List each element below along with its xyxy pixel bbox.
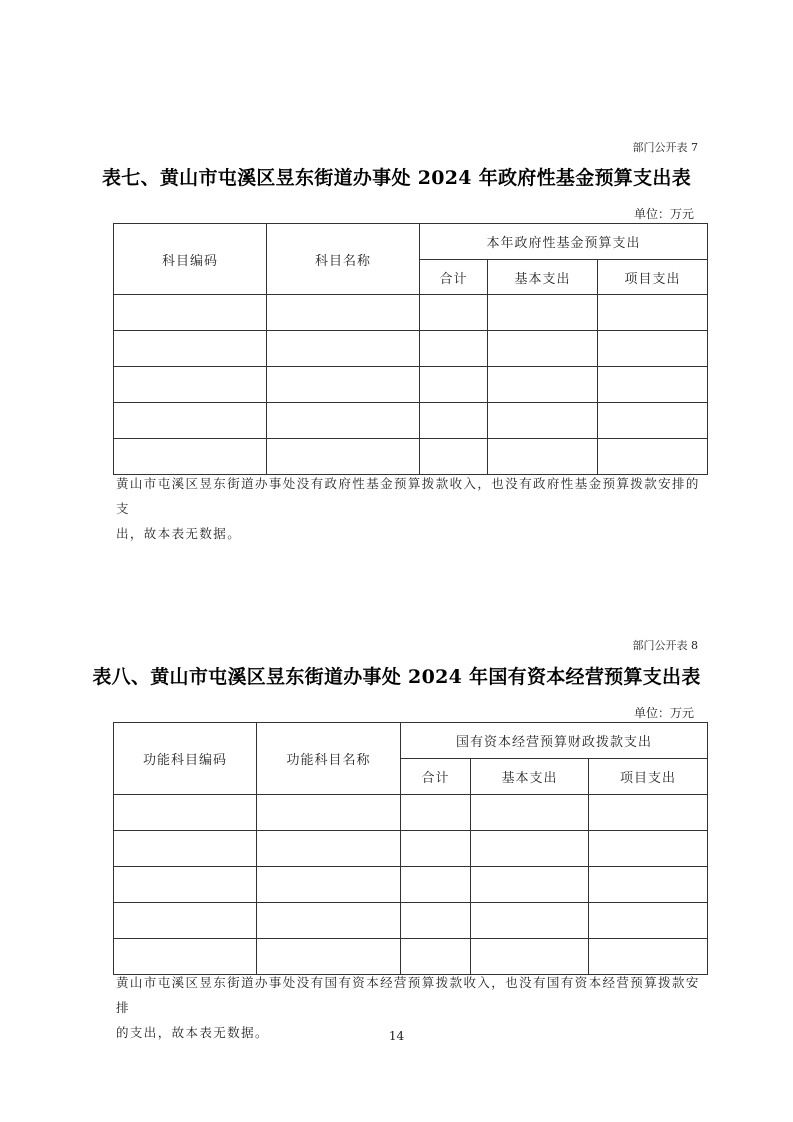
table-cell — [257, 867, 401, 903]
table-cell — [401, 831, 471, 867]
table-cell — [114, 867, 257, 903]
table-cell — [420, 331, 488, 367]
table-cell — [589, 831, 708, 867]
table7-header-group: 本年政府性基金预算支出 — [420, 224, 708, 260]
table7-header-project: 项目支出 — [598, 260, 708, 295]
table7-header-name: 科目名称 — [267, 224, 420, 295]
table-cell — [401, 795, 471, 831]
table-row — [114, 867, 708, 903]
table-cell — [471, 795, 589, 831]
page-number: 14 — [388, 1029, 405, 1043]
table-cell — [488, 439, 598, 475]
table-cell — [488, 367, 598, 403]
table-cell — [488, 403, 598, 439]
table8-header-code: 功能科目编码 — [114, 723, 257, 795]
table-cell — [420, 403, 488, 439]
table-cell — [471, 867, 589, 903]
table-cell — [114, 403, 267, 439]
table-cell — [598, 295, 708, 331]
table-cell — [257, 831, 401, 867]
table-row — [114, 795, 708, 831]
table8-header-total: 合计 — [401, 759, 471, 795]
table7-note-line2: 出，故本表无数据。 — [116, 526, 242, 541]
table7-title: 表七、黄山市屯溪区昱东街道办事处 2024 年政府性基金预算支出表 — [101, 167, 691, 189]
table-cell — [471, 831, 589, 867]
table-cell — [589, 867, 708, 903]
table-cell — [257, 903, 401, 939]
table-cell — [267, 367, 420, 403]
table-row — [114, 403, 708, 439]
table-cell — [420, 295, 488, 331]
table7-grid — [113, 223, 708, 475]
table-row — [114, 831, 708, 867]
table-row — [114, 295, 708, 331]
table8-note-line1: 黄山市屯溪区昱东街道办事处没有国有资本经营预算拨款收入，也没有国有资本经营预算拨款安排 — [116, 975, 700, 1015]
table-cell — [589, 795, 708, 831]
table8-title: 表八、黄山市屯溪区昱东街道办事处 2024 年国有资本经营预算支出表 — [92, 666, 701, 688]
table-cell — [267, 331, 420, 367]
table7-header-total: 合计 — [420, 260, 488, 295]
table-cell — [267, 403, 420, 439]
table-row — [114, 367, 708, 403]
table-cell — [420, 367, 488, 403]
table-cell — [114, 795, 257, 831]
table8-header-group: 国有资本经营预算财政拨款支出 — [401, 723, 708, 759]
table-cell — [114, 831, 257, 867]
table-cell — [114, 903, 257, 939]
table-cell — [488, 331, 598, 367]
table7-page-label: 部门公开表 7 — [632, 141, 698, 154]
table8-header-basic: 基本支出 — [471, 759, 589, 795]
table8-unit: 单位：万元 — [633, 706, 694, 720]
table-cell — [267, 295, 420, 331]
table-cell — [114, 439, 267, 475]
table7-header-basic: 基本支出 — [488, 260, 598, 295]
table-cell — [114, 331, 267, 367]
table8-header-name: 功能科目名称 — [257, 723, 401, 795]
table-cell — [598, 403, 708, 439]
table-cell — [589, 903, 708, 939]
table8-note-line2: 的支出，故本表无数据。 — [116, 1025, 269, 1040]
table7-header-code: 科目编码 — [114, 224, 267, 295]
table-row — [114, 331, 708, 367]
table-cell — [267, 439, 420, 475]
table-cell — [488, 295, 598, 331]
table-row — [114, 439, 708, 475]
table7-note — [116, 471, 706, 546]
table-cell — [598, 367, 708, 403]
table-cell — [401, 867, 471, 903]
table7-note-line1: 黄山市屯溪区昱东街道办事处没有政府性基金预算拨款收入，也没有政府性基金预算拨款安排的支 — [116, 476, 700, 516]
table8-header-project: 项目支出 — [589, 759, 708, 795]
table-cell — [114, 295, 267, 331]
table-cell — [420, 439, 488, 475]
table-cell — [598, 331, 708, 367]
table7-unit: 单位：万元 — [633, 207, 694, 221]
table-cell — [471, 903, 589, 939]
table-cell — [598, 439, 708, 475]
table-row — [114, 903, 708, 939]
table8-page-label: 部门公开表 8 — [632, 639, 698, 652]
table8-grid — [113, 722, 708, 975]
table-cell — [401, 903, 471, 939]
table-cell — [257, 795, 401, 831]
table-cell — [114, 367, 267, 403]
